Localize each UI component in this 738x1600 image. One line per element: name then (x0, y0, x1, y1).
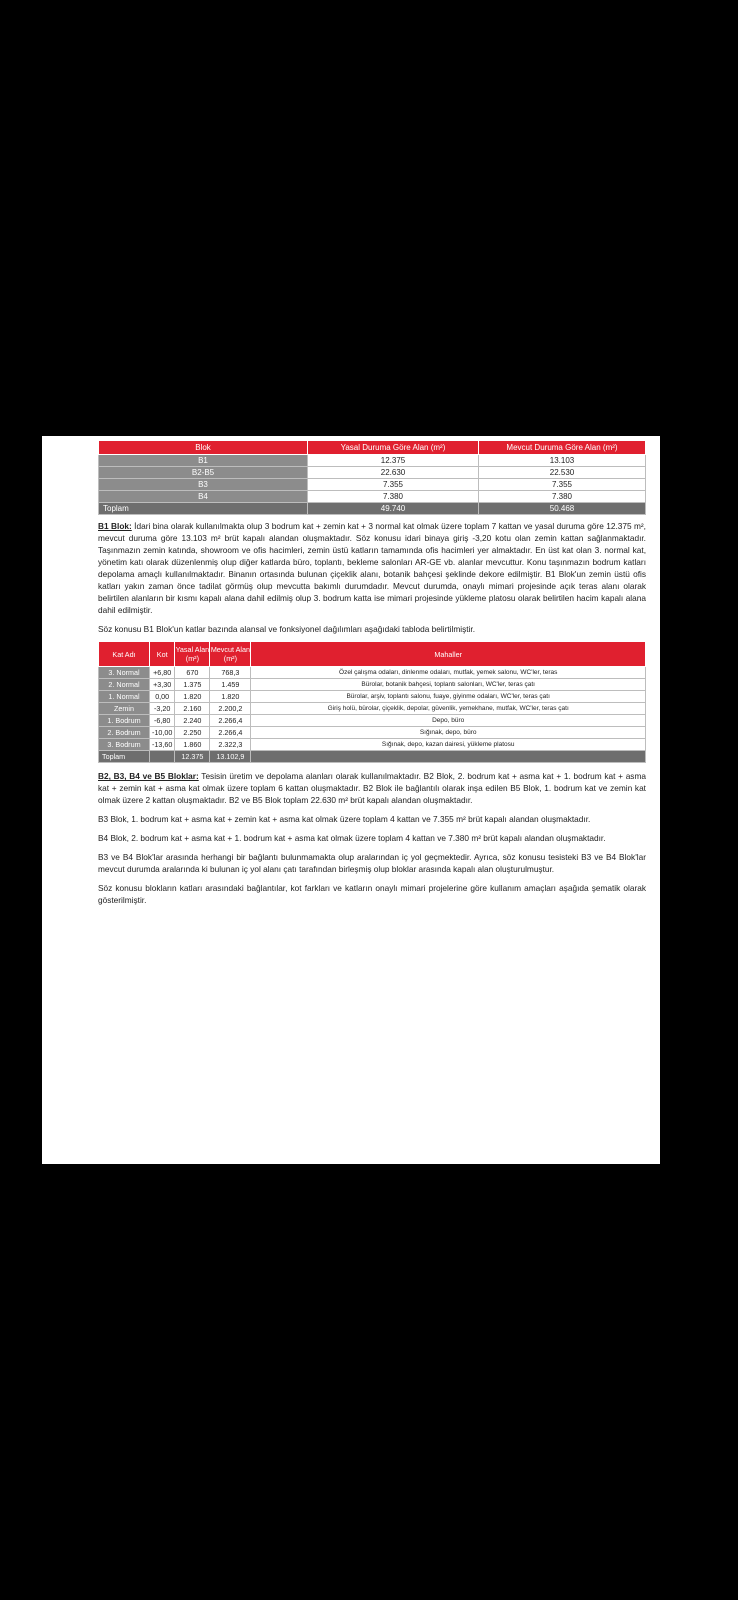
table-row (99, 739, 646, 751)
column-header: Mahaller (251, 642, 646, 667)
table-cell: -13,60 (150, 739, 175, 751)
table-cell: 1.820 (210, 691, 251, 703)
table-cell: Toplam (99, 503, 308, 515)
table-total-row (99, 751, 646, 763)
table-cell: 2.266,4 (210, 727, 251, 739)
column-header: Mevcut Alan (m²) (210, 642, 251, 667)
table-cell: 0,00 (150, 691, 175, 703)
table-cell: 768,3 (210, 667, 251, 679)
table-row (99, 491, 646, 503)
column-header: Kat Adı (99, 642, 150, 667)
b2-heading: B2, B3, B4 ve B5 Bloklar: (98, 771, 199, 781)
table-cell: Giriş holü, bürolar, çiçeklik, depolar, güvenlik, yemekhane, mutfak, WC'ler, teras çatı (251, 703, 646, 715)
table-header-row (99, 642, 646, 667)
table-cell: 22.630 (308, 467, 479, 479)
table-cell: 7.355 (479, 479, 646, 491)
table-cell: 1.820 (175, 691, 210, 703)
table-cell: +6,80 (150, 667, 175, 679)
b3-paragraph: B3 Blok, 1. bodrum kat + asma kat + zemin kat + asma kat olmak üzere toplam 4 kattan ve 7.355 m² brüt kapalı alandan oluşmaktadır. (98, 814, 591, 824)
table-row (99, 467, 646, 479)
table-cell: -3,20 (150, 703, 175, 715)
table-cell: 2.160 (175, 703, 210, 715)
table-row (99, 691, 646, 703)
table-row (99, 703, 646, 715)
table-cell: 2.250 (175, 727, 210, 739)
table-cell: 3. Bodrum (99, 739, 150, 751)
table-cell: 22.530 (479, 467, 646, 479)
table-cell: 1.375 (175, 679, 210, 691)
b3-b4-paragraph: B3 ve B4 Blok'lar arasında herhangi bir bağlantı bulunmamakta olup aralarından iç yol geçmektedir. Ayrıca, söz konusu tesisteki B3 ve B4 Blok'lar mevcut durumda aralarında ki bulunan iç yol alanı çatı tarafından birleşmiş olup bloklar arasında kapalı alan oluşturulmuştur. (98, 852, 646, 874)
table-row (99, 455, 646, 467)
table-cell: Bürolar, arşiv, toplantı salonu, fuaye, giyinme odaları, WC'ler, teras çatı (251, 691, 646, 703)
table-cell: Sığınak, depo, büro (251, 727, 646, 739)
table-cell: B1 (99, 455, 308, 467)
table-cell: -6,80 (150, 715, 175, 727)
table-total-row (99, 503, 646, 515)
table-cell: 1. Bodrum (99, 715, 150, 727)
table-cell: 1. Normal (99, 691, 150, 703)
table-cell: 2. Normal (99, 679, 150, 691)
table-cell: B4 (99, 491, 308, 503)
table-cell: 2.200,2 (210, 703, 251, 715)
table-cell: 49.740 (308, 503, 479, 515)
table-cell: Toplam (99, 751, 150, 763)
table-cell: 2.240 (175, 715, 210, 727)
table-cell (251, 751, 646, 763)
table-cell: -10,00 (150, 727, 175, 739)
table-cell: 50.468 (479, 503, 646, 515)
b4-paragraph: B4 Blok, 2. bodrum kat + asma kat + 1. bodrum kat + asma kat olmak üzere toplam 4 kattan ve 7.380 m² brüt kapalı alandan oluşmaktadır. (98, 833, 606, 843)
block-area-table (98, 440, 646, 515)
table-cell: Özel çalışma odaları, dinlenme odaları, mutfak, yemek salonu, WC'ler, teras (251, 667, 646, 679)
b1-heading: B1 Blok: (98, 521, 132, 531)
column-header: Mevcut Duruma Göre Alan (m²) (479, 441, 646, 455)
table-row (99, 479, 646, 491)
table2-intro: Söz konusu B1 Blok'un katlar bazında alansal ve fonksiyonel dağılımları aşağıdaki tabloda belirtilmiştir. (98, 624, 475, 634)
table-cell: Bürolar, botanik bahçesi, toplantı salonları, WC'ler, teras çatı (251, 679, 646, 691)
table-cell: 7.380 (308, 491, 479, 503)
column-header: Kot (150, 642, 175, 667)
column-header: Yasal Duruma Göre Alan (m²) (308, 441, 479, 455)
table-cell: Depo, büro (251, 715, 646, 727)
table-row (99, 727, 646, 739)
floor-area-table (98, 641, 646, 763)
table-cell: 2. Bodrum (99, 727, 150, 739)
b1-text: İdari bina olarak kullanılmakta olup 3 bodrum kat + zemin kat + 3 normal kat olmak üzere toplam 7 kattan ve yasal duruma göre 12.375 m², mevcut duruma göre 13.103 m² brüt kapalı alandan oluşmaktadır. Söz konusu idari binaya giriş -3,20 kotu olan zemin kattan sağlanmaktadır. Taşınmazın zemin katında, showroom ve ofis hacimleri, zemin üstü katların tamamında ofis hacimleri yer almaktadır. En üst kat olan 3. normal kat, yönetim katı olarak düzenlenmiş olup diğer katlarda büro, toplantı, bekleme salonları AR-GE vb. alanlar mevcuttur. Konu taşınmazın bodrum katları depolama amaçlı kullanılmaktadır. Binanın ortasında bulunan çiçeklik alanı, botanik bahçesi şeklinde dekore edilmiştir. B1 Blok'un zemin üstü ofis katları yakın zaman önce tadilat görmüş olup mevcutta bakımlı durumdadır. Mevcut durumda, onaylı mimari projesinde açık teras alanı olarak belirtilen alanların bir kısmı kapalı alana dahil edilmiş olup 3. bodrum katta ise mimari projesinde yükleme platosu olarak belirtilen hacim kapalı alana dahil edilmiştir. (98, 521, 646, 615)
table-cell: 13.102,9 (210, 751, 251, 763)
table-cell: 7.380 (479, 491, 646, 503)
table-cell: +3,30 (150, 679, 175, 691)
table-row (99, 679, 646, 691)
table-cell: 13.103 (479, 455, 646, 467)
table-cell: B3 (99, 479, 308, 491)
table-cell: 1.459 (210, 679, 251, 691)
table-cell: 670 (175, 667, 210, 679)
table-cell: 2.266,4 (210, 715, 251, 727)
table-row (99, 715, 646, 727)
table-cell: 7.355 (308, 479, 479, 491)
table-cell: 3. Normal (99, 667, 150, 679)
schema-intro-paragraph: Söz konusu blokların katları arasındaki bağlantılar, kot farkları ve katların onaylı mimari projelerine göre kullanım amaçları aşağıda şematik olarak gösterilmiştir. (98, 883, 646, 905)
b1-paragraph (98, 520, 646, 616)
table-cell (150, 751, 175, 763)
table-header-row (99, 441, 646, 455)
table-cell: 12.375 (175, 751, 210, 763)
column-header: Yasal Alan (m²) (175, 642, 210, 667)
table-cell: 2.322,3 (210, 739, 251, 751)
b2-paragraph (98, 770, 646, 806)
table-cell: 1.860 (175, 739, 210, 751)
table-cell: Sığınak, depo, kazan dairesi, yükleme platosu (251, 739, 646, 751)
table-cell: 12.375 (308, 455, 479, 467)
table-cell: B2-B5 (99, 467, 308, 479)
b2-text: Tesisin üretim ve depolama alanları olarak kullanılmaktadır. B2 Blok, 2. bodrum kat + asma kat + 1. bodrum kat + asma kat + zemin kat + asma kat olmak üzere toplam 6 kattan oluşmaktadır. B2 Blok ile bağlantılı olarak inşa edilen B5 Blok, 1. bodrum kat ve zemin kat olmak üzere 2 kattan oluşmaktadır. B2 ve B5 Blok toplam 22.630 m² brüt kapalı alandan oluşmaktadır. (98, 771, 646, 805)
table-row (99, 667, 646, 679)
document-content (98, 440, 646, 906)
document-page (42, 436, 660, 1164)
table-cell: Zemin (99, 703, 150, 715)
column-header: Blok (99, 441, 308, 455)
